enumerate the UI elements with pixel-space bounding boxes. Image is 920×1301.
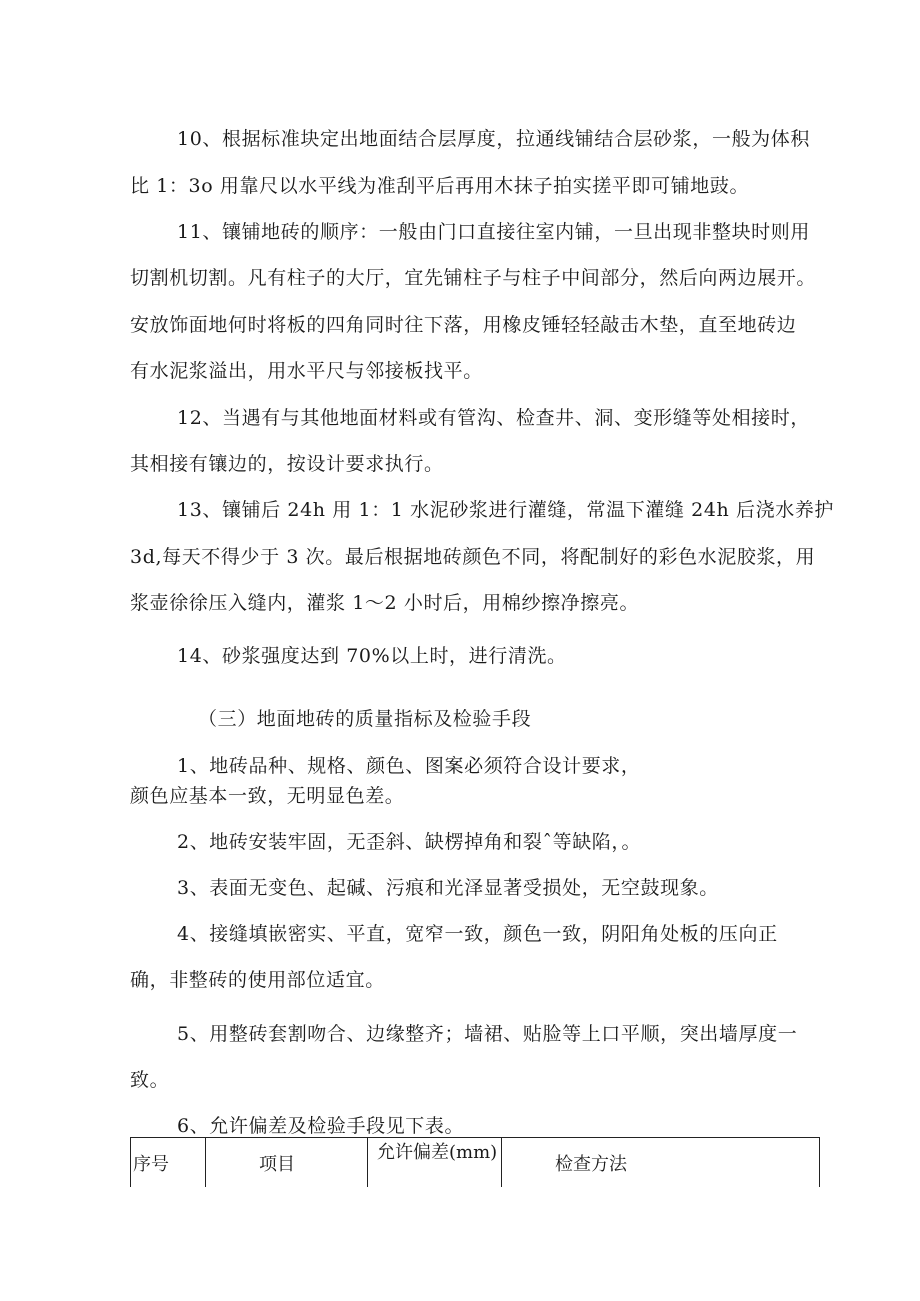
item-5-line-1: 5、用整砖套割吻合、边缘整齐；墙裙、贴脸等上口平顺，突出墙厚度一 (177, 1023, 798, 1045)
table-column-divider (205, 1138, 206, 1187)
item-1-line-1: 1、地砖品种、规格、颜色、图案必须符合设计要求， (177, 755, 641, 777)
table-header-index: 序号 (133, 1154, 169, 1175)
paragraph-12-line-2: 其相接有镶边的，按设计要求执行。 (130, 453, 444, 475)
table-column-divider (501, 1138, 502, 1187)
item-3: 3、表面无变色、起碱、污痕和光泽显著受损处，无空鼓现象。 (177, 877, 719, 899)
table-column-divider (367, 1138, 368, 1187)
paragraph-11-line-3: 安放饰面地何时将板的四角同时往下落，用橡皮锤轻轻敲击木垫，直至地砖边 (130, 314, 797, 336)
table-header-method: 检查方法 (555, 1154, 627, 1175)
paragraph-11-line-1: 11、镶铺地砖的顺序：一般由门口直接往室内铺，一旦出现非整块时则用 (177, 221, 810, 243)
item-1-line-2: 颜色应基本一致，无明显色差。 (130, 785, 405, 807)
paragraph-13-line-2: 3d,每天不得少于 3 次。最后根据地砖颜色不同，将配制好的彩色水泥胶浆，用 (130, 546, 816, 568)
paragraph-11-line-4: 有水泥浆溢出，用水平尺与邻接板找平。 (130, 360, 483, 382)
item-4-line-1: 4、接缝填嵌密实、平直，宽窄一致，颜色一致，阴阳角处板的压向正 (177, 923, 778, 945)
item-2: 2、地砖安装牢固，无歪斜、缺楞掉角和裂ˆ等缺陷，。 (177, 831, 642, 853)
paragraph-14-line-1: 14、砂浆强度达到 70%以上时，进行清洗。 (177, 645, 567, 667)
paragraph-13-line-1: 13、镶铺后 24h 用 1：1 水泥砂浆进行灌缝，常温下灌缝 24h 后浇水养护 (177, 499, 835, 521)
item-4-line-2: 确，非整砖的使用部位适宜。 (130, 969, 385, 991)
paragraph-11-line-2: 切割机切割。凡有柱子的大厅，宜先铺柱子与柱子中间部分，然后向两边展开。 (130, 267, 817, 289)
paragraph-13-line-3: 浆壶徐徐压入缝内，灌浆 1～2 小时后，用棉纱擦净擦亮。 (130, 592, 640, 614)
item-5-line-2: 致。 (130, 1069, 170, 1091)
paragraph-10-line-2: 比 1：3o 用靠尺以水平线为准刮平后再用木抹子拍实搓平即可铺地豉。 (130, 175, 750, 197)
table-header-tolerance: 允许偏差(mm) (377, 1142, 498, 1163)
paragraph-12-line-1: 12、当遇有与其他地面材料或有管沟、检查井、洞、变形缝等处相接时， (177, 407, 810, 429)
item-6: 6、允许偏差及检验手段见下表。 (177, 1115, 465, 1137)
tolerance-table (130, 1137, 820, 1187)
paragraph-10-line-1: 10、根据标准块定出地面结合层厚度，拉通线铺结合层砂浆，一般为体积 (177, 128, 810, 150)
section-heading: （三）地面地砖的质量指标及检验手段 (198, 708, 532, 730)
table-header-item: 项目 (259, 1154, 295, 1175)
